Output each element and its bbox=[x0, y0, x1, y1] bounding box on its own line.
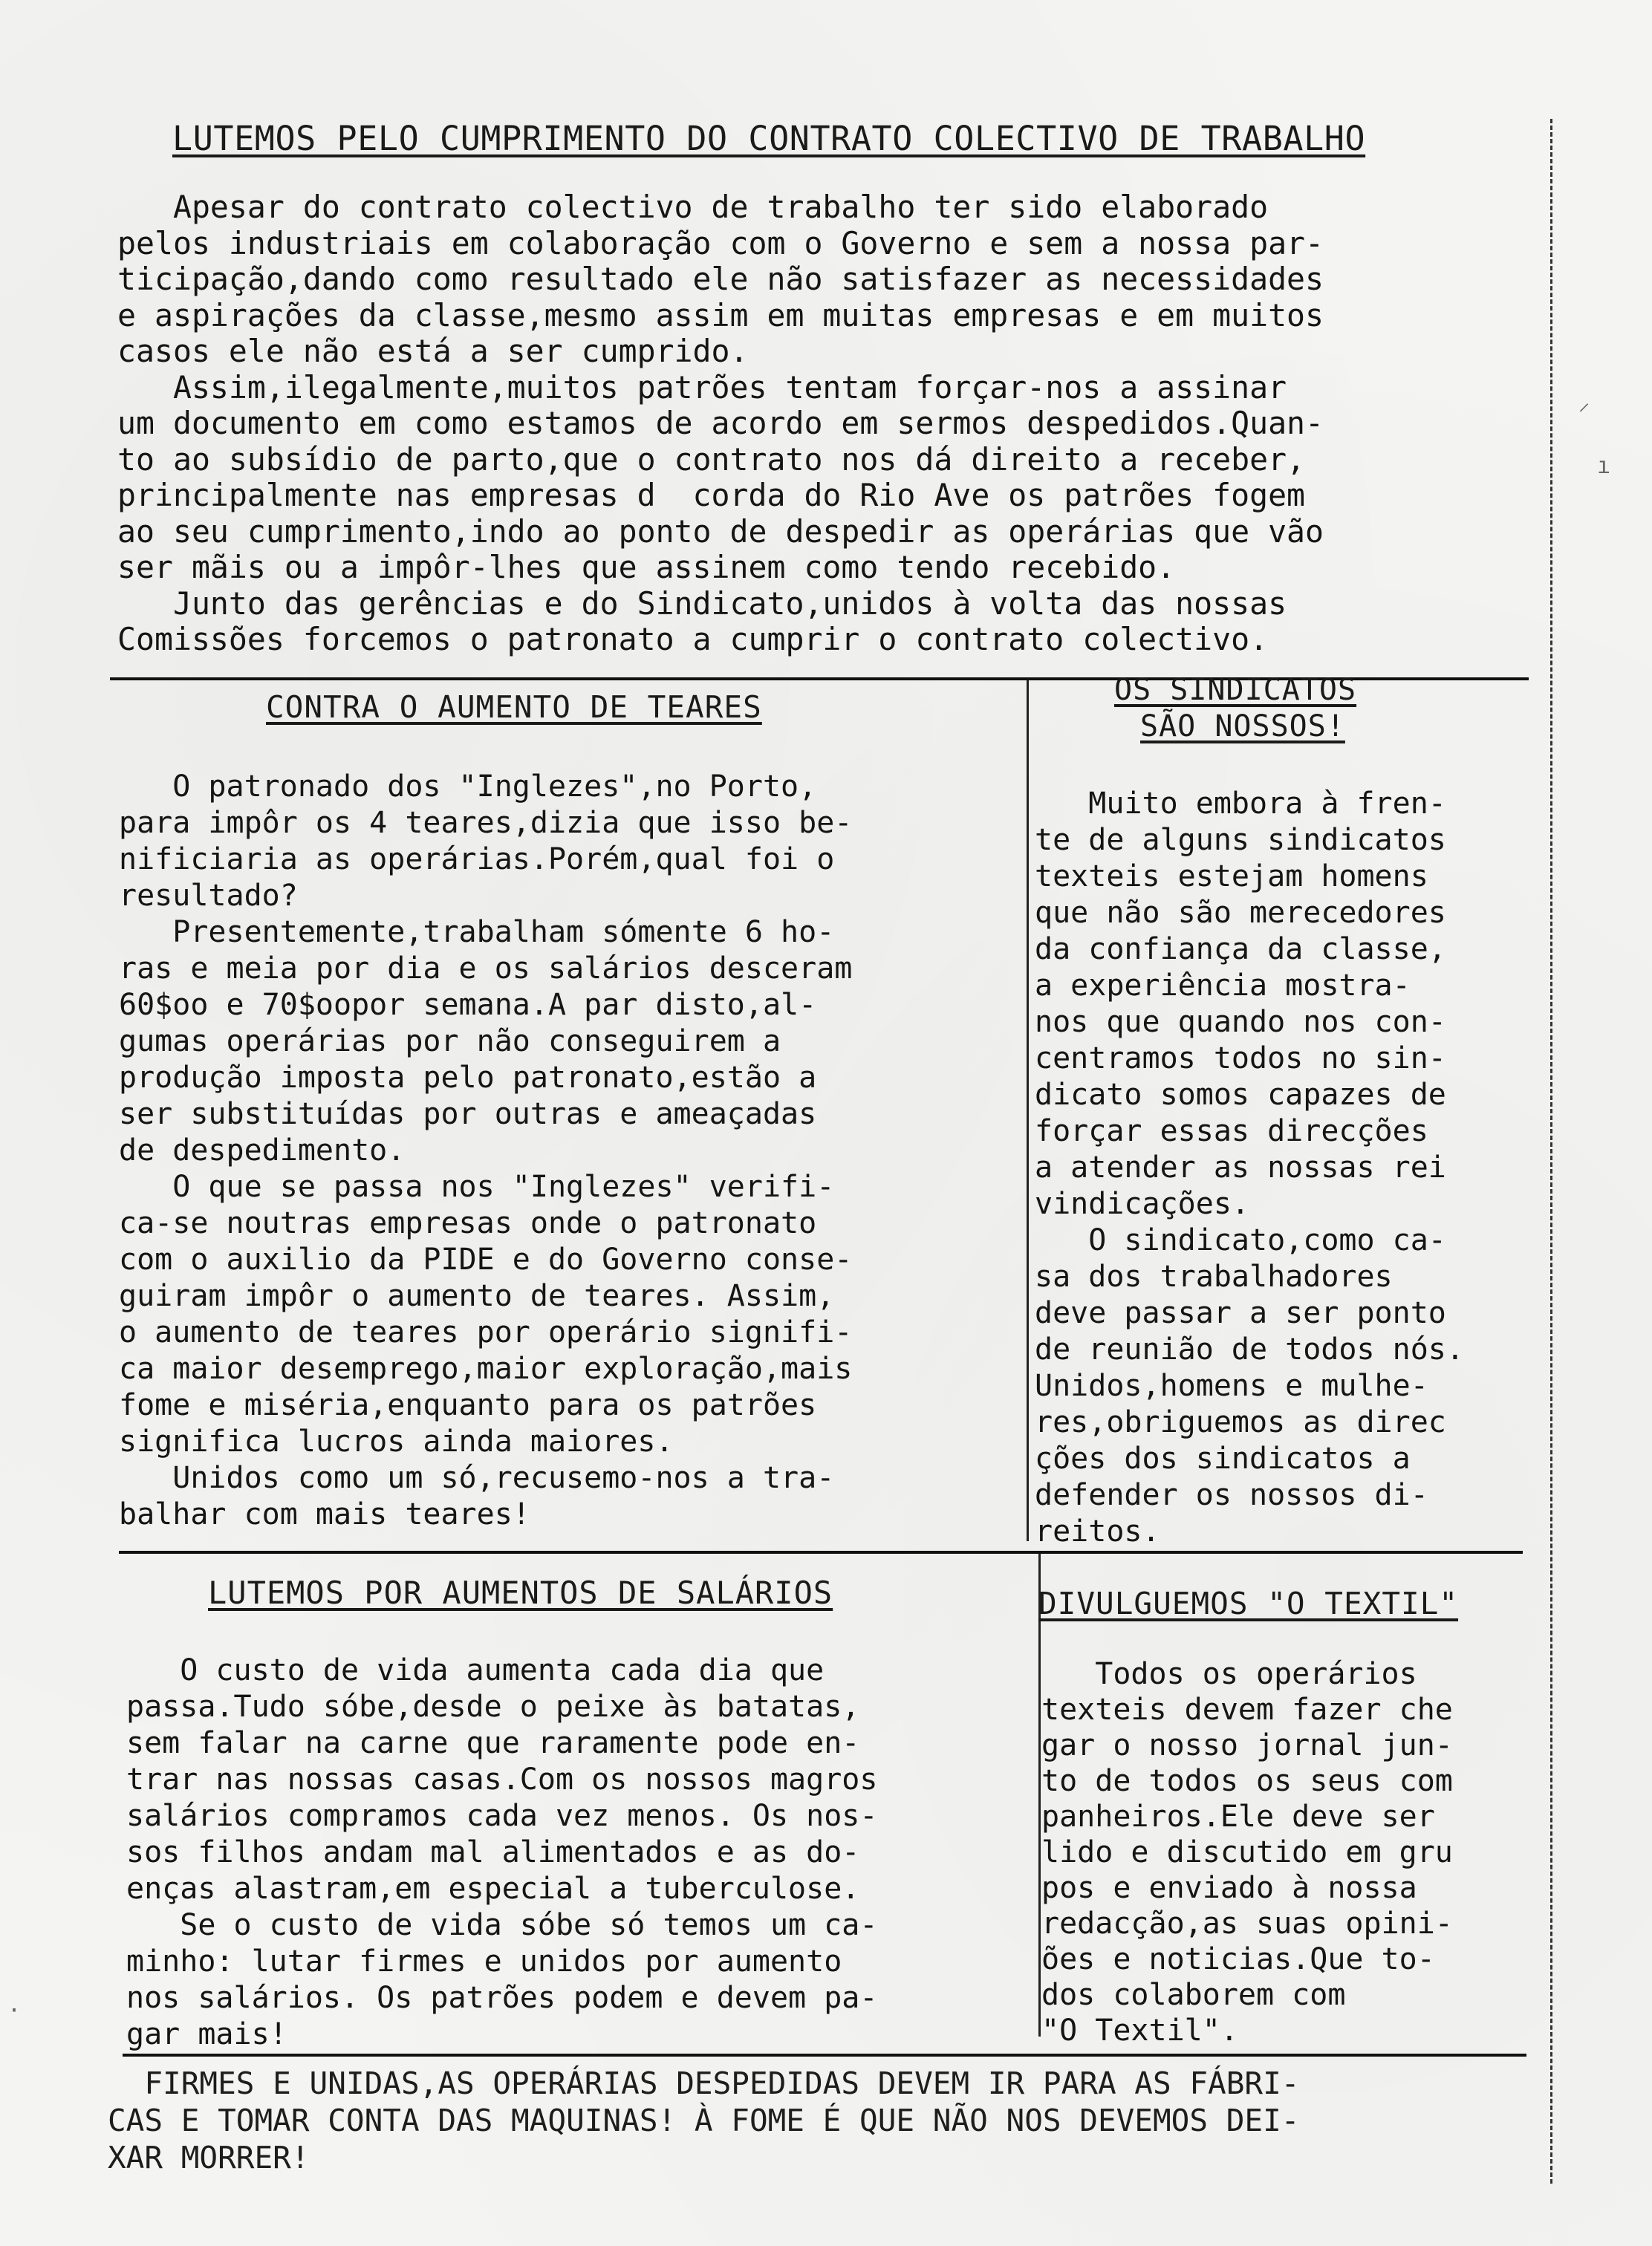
intro-line: pelos industriais em colaboração com o Governo e sem a nossa par- bbox=[117, 224, 1324, 261]
teares-line: gumas operárias por não conseguirem a bbox=[119, 1024, 781, 1058]
teares-article bbox=[119, 769, 852, 1533]
teares-line: balhar com mais teares! bbox=[119, 1497, 530, 1531]
sindicatos-article bbox=[1035, 786, 1464, 1550]
intro-line: Apesar do contrato colectivo de trabalho ter sido elaborado bbox=[117, 189, 1269, 225]
textil-line: "O Textil". bbox=[1041, 2014, 1238, 2048]
sindicatos-line: deve passar a ser ponto bbox=[1035, 1296, 1446, 1330]
teares-title: CONTRA O AUMENTO DE TEARES bbox=[266, 689, 762, 725]
textil-line: texteis devem fazer che bbox=[1041, 1693, 1453, 1727]
footer-line: CAS E TOMAR CONTA DAS MAQUINAS! À FOME É QUE NÃO NOS DEVEMOS DEI- bbox=[108, 2103, 1300, 2138]
intro-line: ser mãis ou a impôr-lhes que assinem como tendo recebido. bbox=[117, 549, 1176, 585]
intro-line: casos ele não está a ser cumprido. bbox=[117, 333, 749, 369]
intro-line: Comissões forcemos o patronato a cumprir o contrato colectivo. bbox=[117, 621, 1269, 657]
sindicatos-line: centramos todos no sin- bbox=[1035, 1041, 1446, 1075]
salarios-article bbox=[126, 1653, 877, 2053]
teares-line: ca-se noutras empresas onde o patronato bbox=[119, 1206, 817, 1240]
intro-line: e aspirações da classe,mesmo assim em muitas empresas e em muitos bbox=[117, 296, 1324, 333]
teares-line: para impôr os 4 teares,dizia que isso be- bbox=[119, 806, 853, 840]
footer-call bbox=[108, 2065, 1299, 2176]
intro-article bbox=[117, 189, 1324, 658]
sindicatos-line: texteis estejam homens bbox=[1035, 859, 1428, 893]
right-margin-line bbox=[1550, 119, 1552, 2184]
salarios-line: O custo de vida aumenta cada dia que bbox=[126, 1653, 825, 1687]
textil-line: ões e noticias.Que to- bbox=[1041, 1942, 1435, 1976]
sindicatos-line: ções dos sindicatos a bbox=[1035, 1442, 1411, 1476]
intro-line: ticipação,dando como resultado ele não satisfazer as necessidades bbox=[117, 261, 1324, 297]
margin-mark-1: ⸝ bbox=[1578, 390, 1590, 416]
textil-line: gar o nosso jornal jun- bbox=[1041, 1728, 1453, 1762]
intro-line: ao seu cumprimento,indo ao ponto de despedir as operárias que vão bbox=[117, 512, 1324, 550]
sindicatos-line: Muito embora à fren- bbox=[1035, 787, 1446, 821]
teares-line: 60$oo e 70$oopor semana.A par disto,al- bbox=[119, 988, 817, 1022]
sindicatos-title-line1: OS SINDICATOS bbox=[1114, 673, 1357, 707]
sindicatos-line: que não são merecedores bbox=[1035, 896, 1446, 930]
sindicatos-line: a experiência mostra- bbox=[1035, 969, 1411, 1003]
teares-line: de despedimento. bbox=[119, 1133, 406, 1168]
teares-line: ras e meia por dia e os salários desceram bbox=[119, 951, 853, 986]
sindicatos-line: vindicações. bbox=[1035, 1187, 1249, 1221]
teares-line: significa lucros ainda maiores. bbox=[119, 1425, 674, 1459]
teares-line: O que se passa nos "Inglezes" verifi- bbox=[119, 1170, 835, 1204]
textil-title: DIVULGUEMOS "O TEXTIL" bbox=[1038, 1586, 1459, 1621]
sindicatos-line: res,obriguemos as direc bbox=[1035, 1405, 1446, 1439]
teares-line: o aumento de teares por operário signifi- bbox=[119, 1315, 853, 1350]
teares-line: ser substituídas por outras e ameaçadas bbox=[119, 1097, 817, 1131]
textil-line: dos colaborem com bbox=[1041, 1978, 1346, 2012]
sindicatos-line: da confiança da classe, bbox=[1035, 932, 1446, 966]
teares-line: nificiaria as operárias.Porém,qual foi o bbox=[119, 842, 835, 876]
salarios-line: gar mais! bbox=[126, 2017, 287, 2051]
textil-line: pos e enviado à nossa bbox=[1041, 1871, 1417, 1905]
footer-line: XAR MORRER! bbox=[108, 2140, 310, 2175]
teares-line: Unidos como um só,recusemo-nos a tra- bbox=[119, 1461, 835, 1495]
salarios-line: nos salários. Os patrões podem e devem pa- bbox=[126, 1981, 878, 2015]
margin-mark-3: · bbox=[7, 1998, 22, 2024]
teares-line: produção imposta pelo patronato,estão a bbox=[119, 1061, 817, 1095]
salarios-line: Se o custo de vida sóbe só temos um ca- bbox=[126, 1908, 878, 1942]
salarios-line: sos filhos andam mal alimentados e as do- bbox=[126, 1835, 860, 1869]
sindicatos-line: defender os nossos di- bbox=[1035, 1478, 1428, 1512]
intro-line: principalmente nas empresas d corda do Rio Ave os patrões fogem bbox=[117, 477, 1306, 513]
sindicatos-line: Unidos,homens e mulhe- bbox=[1035, 1369, 1428, 1403]
textil-article bbox=[1041, 1656, 1453, 2048]
textil-line: redacção,as suas opini- bbox=[1041, 1907, 1453, 1941]
sindicatos-line: dicato somos capazes de bbox=[1035, 1078, 1446, 1112]
intro-line: um documento em como estamos de acordo em sermos despedidos.Quan- bbox=[117, 405, 1324, 441]
sindicatos-line: a atender as nossas rei bbox=[1035, 1150, 1446, 1185]
teares-line: resultado? bbox=[119, 879, 298, 913]
salarios-line: trar nas nossas casas.Com os nossos magros bbox=[126, 1762, 878, 1797]
sindicatos-line: te de alguns sindicatos bbox=[1035, 823, 1446, 857]
salarios-line: salários compramos cada vez menos. Os nos- bbox=[126, 1799, 878, 1833]
teares-line: Presentemente,trabalham sómente 6 ho- bbox=[119, 915, 835, 949]
teares-line: fome e miséria,enquanto para os patrões bbox=[119, 1388, 817, 1422]
footer-line: FIRMES E UNIDAS,AS OPERÁRIAS DESPEDIDAS DEVEM IR PARA AS FÁBRI- bbox=[108, 2066, 1300, 2101]
salarios-line: sem falar na carne que raramente pode en- bbox=[126, 1726, 860, 1760]
sindicatos-line: sa dos trabalhadores bbox=[1035, 1260, 1393, 1294]
sindicatos-line: reitos. bbox=[1035, 1514, 1160, 1549]
teares-line: guiram impôr o aumento de teares. Assim, bbox=[119, 1279, 835, 1313]
salarios-line: minho: lutar firmes e unidos por aumento bbox=[126, 1944, 842, 1979]
sindicatos-title-line2: SÃO NOSSOS! bbox=[1140, 709, 1345, 743]
divider-middle bbox=[119, 1551, 1523, 1554]
main-title: LUTEMOS PELO CUMPRIMENTO DO CONTRATO COLECTIVO DE TRABALHO bbox=[172, 119, 1366, 158]
margin-mark-2: ı bbox=[1597, 453, 1611, 479]
column-divider-lower bbox=[1038, 1554, 1041, 2037]
teares-line: O patronado dos "Inglezes",no Porto, bbox=[119, 769, 817, 804]
sindicatos-line: O sindicato,como ca- bbox=[1035, 1223, 1446, 1257]
textil-line: lido e discutido em gru bbox=[1041, 1835, 1453, 1869]
sindicatos-line: forçar essas direcções bbox=[1035, 1114, 1428, 1148]
divider-footer bbox=[123, 2054, 1526, 2057]
column-divider-upper bbox=[1027, 680, 1029, 1541]
sindicatos-line: de reunião de todos nós. bbox=[1035, 1332, 1464, 1367]
textil-line: panheiros.Ele deve ser bbox=[1041, 1800, 1435, 1834]
textil-line: to de todos os seus com bbox=[1041, 1764, 1453, 1798]
salarios-title: LUTEMOS POR AUMENTOS DE SALÁRIOS bbox=[208, 1575, 833, 1611]
intro-line: Assim,ilegalmente,muitos patrões tentam forçar-nos a assinar bbox=[117, 368, 1287, 406]
textil-line: Todos os operários bbox=[1041, 1657, 1417, 1691]
salarios-line: enças alastram,em especial a tuberculose. bbox=[126, 1872, 860, 1906]
salarios-line: passa.Tudo sóbe,desde o peixe às batatas, bbox=[126, 1690, 860, 1724]
intro-line: to ao subsídio de parto,que o contrato nos dá direito a receber, bbox=[117, 440, 1306, 478]
teares-line: com o auxilio da PIDE e do Governo conse- bbox=[119, 1243, 853, 1277]
intro-line: Junto das gerências e do Sindicato,unidos à volta das nossas bbox=[117, 585, 1287, 622]
sindicatos-line: nos que quando nos con- bbox=[1035, 1005, 1446, 1039]
teares-line: ca maior desemprego,maior exploração,mais bbox=[119, 1352, 853, 1386]
